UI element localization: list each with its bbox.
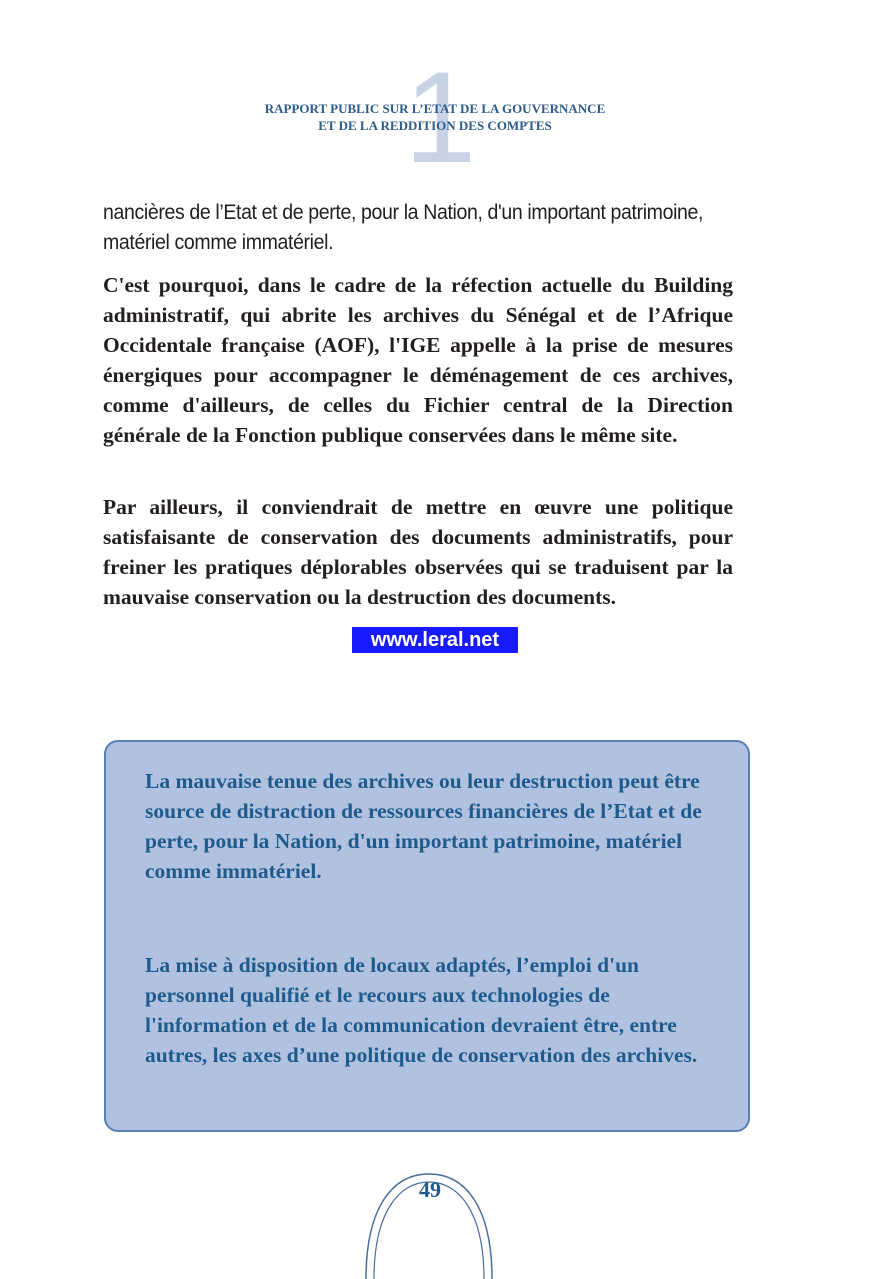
- body-paragraph-2: Par ailleurs, il conviendrait de mettre en œuvre une politique satisfaisante de conservation des documents administratifs, pour freiner les pratiques déplorables observées qui se traduisent par la mauvaise conservation ou la destruction des documents.: [103, 495, 733, 609]
- page-number: 49: [419, 1177, 441, 1202]
- callout-text-1: La mauvaise tenue des archives ou leur destruction peut être source de distraction de ressources financières de l’Etat et de perte, pour la Nation, d'un important patrimoine, matériel comme immatériel.: [145, 769, 702, 883]
- watermark-link[interactable]: www.leral.net: [352, 627, 518, 653]
- body-paragraph-1: C'est pourquoi, dans le cadre de la réfection actuelle du Building administratif, qui abrite les archives du Sénégal et de l’Afrique Occidentale française (AOF), l'IGE appelle à la prise de mesures énergiques pour accompagner le déménagement de ces archives, comme d'ailleurs, de celles du Fichier central de la Direction générale de la Fonction publique conservées dans le même site.: [103, 273, 733, 447]
- header-line-2: ET DE LA REDDITION DES COMPTES: [318, 118, 552, 133]
- callout-text-2: La mise à disposition de locaux adaptés, l’emploi d'un personnel qualifié et le recours aux technologies de l'information et de la communication devraient être, entre autres, les axes d’une politique de conservation des archives.: [145, 953, 698, 1067]
- running-header: [150, 100, 720, 134]
- chapter-number: 1: [404, 44, 473, 190]
- intro-paragraph: nancières de l’Etat et de perte, pour la Nation, d'un important patrimoine, matériel comme immatériel.: [103, 201, 704, 254]
- header-line-1: RAPPORT PUBLIC SUR L’ETAT DE LA GOUVERNANCE: [264, 101, 606, 116]
